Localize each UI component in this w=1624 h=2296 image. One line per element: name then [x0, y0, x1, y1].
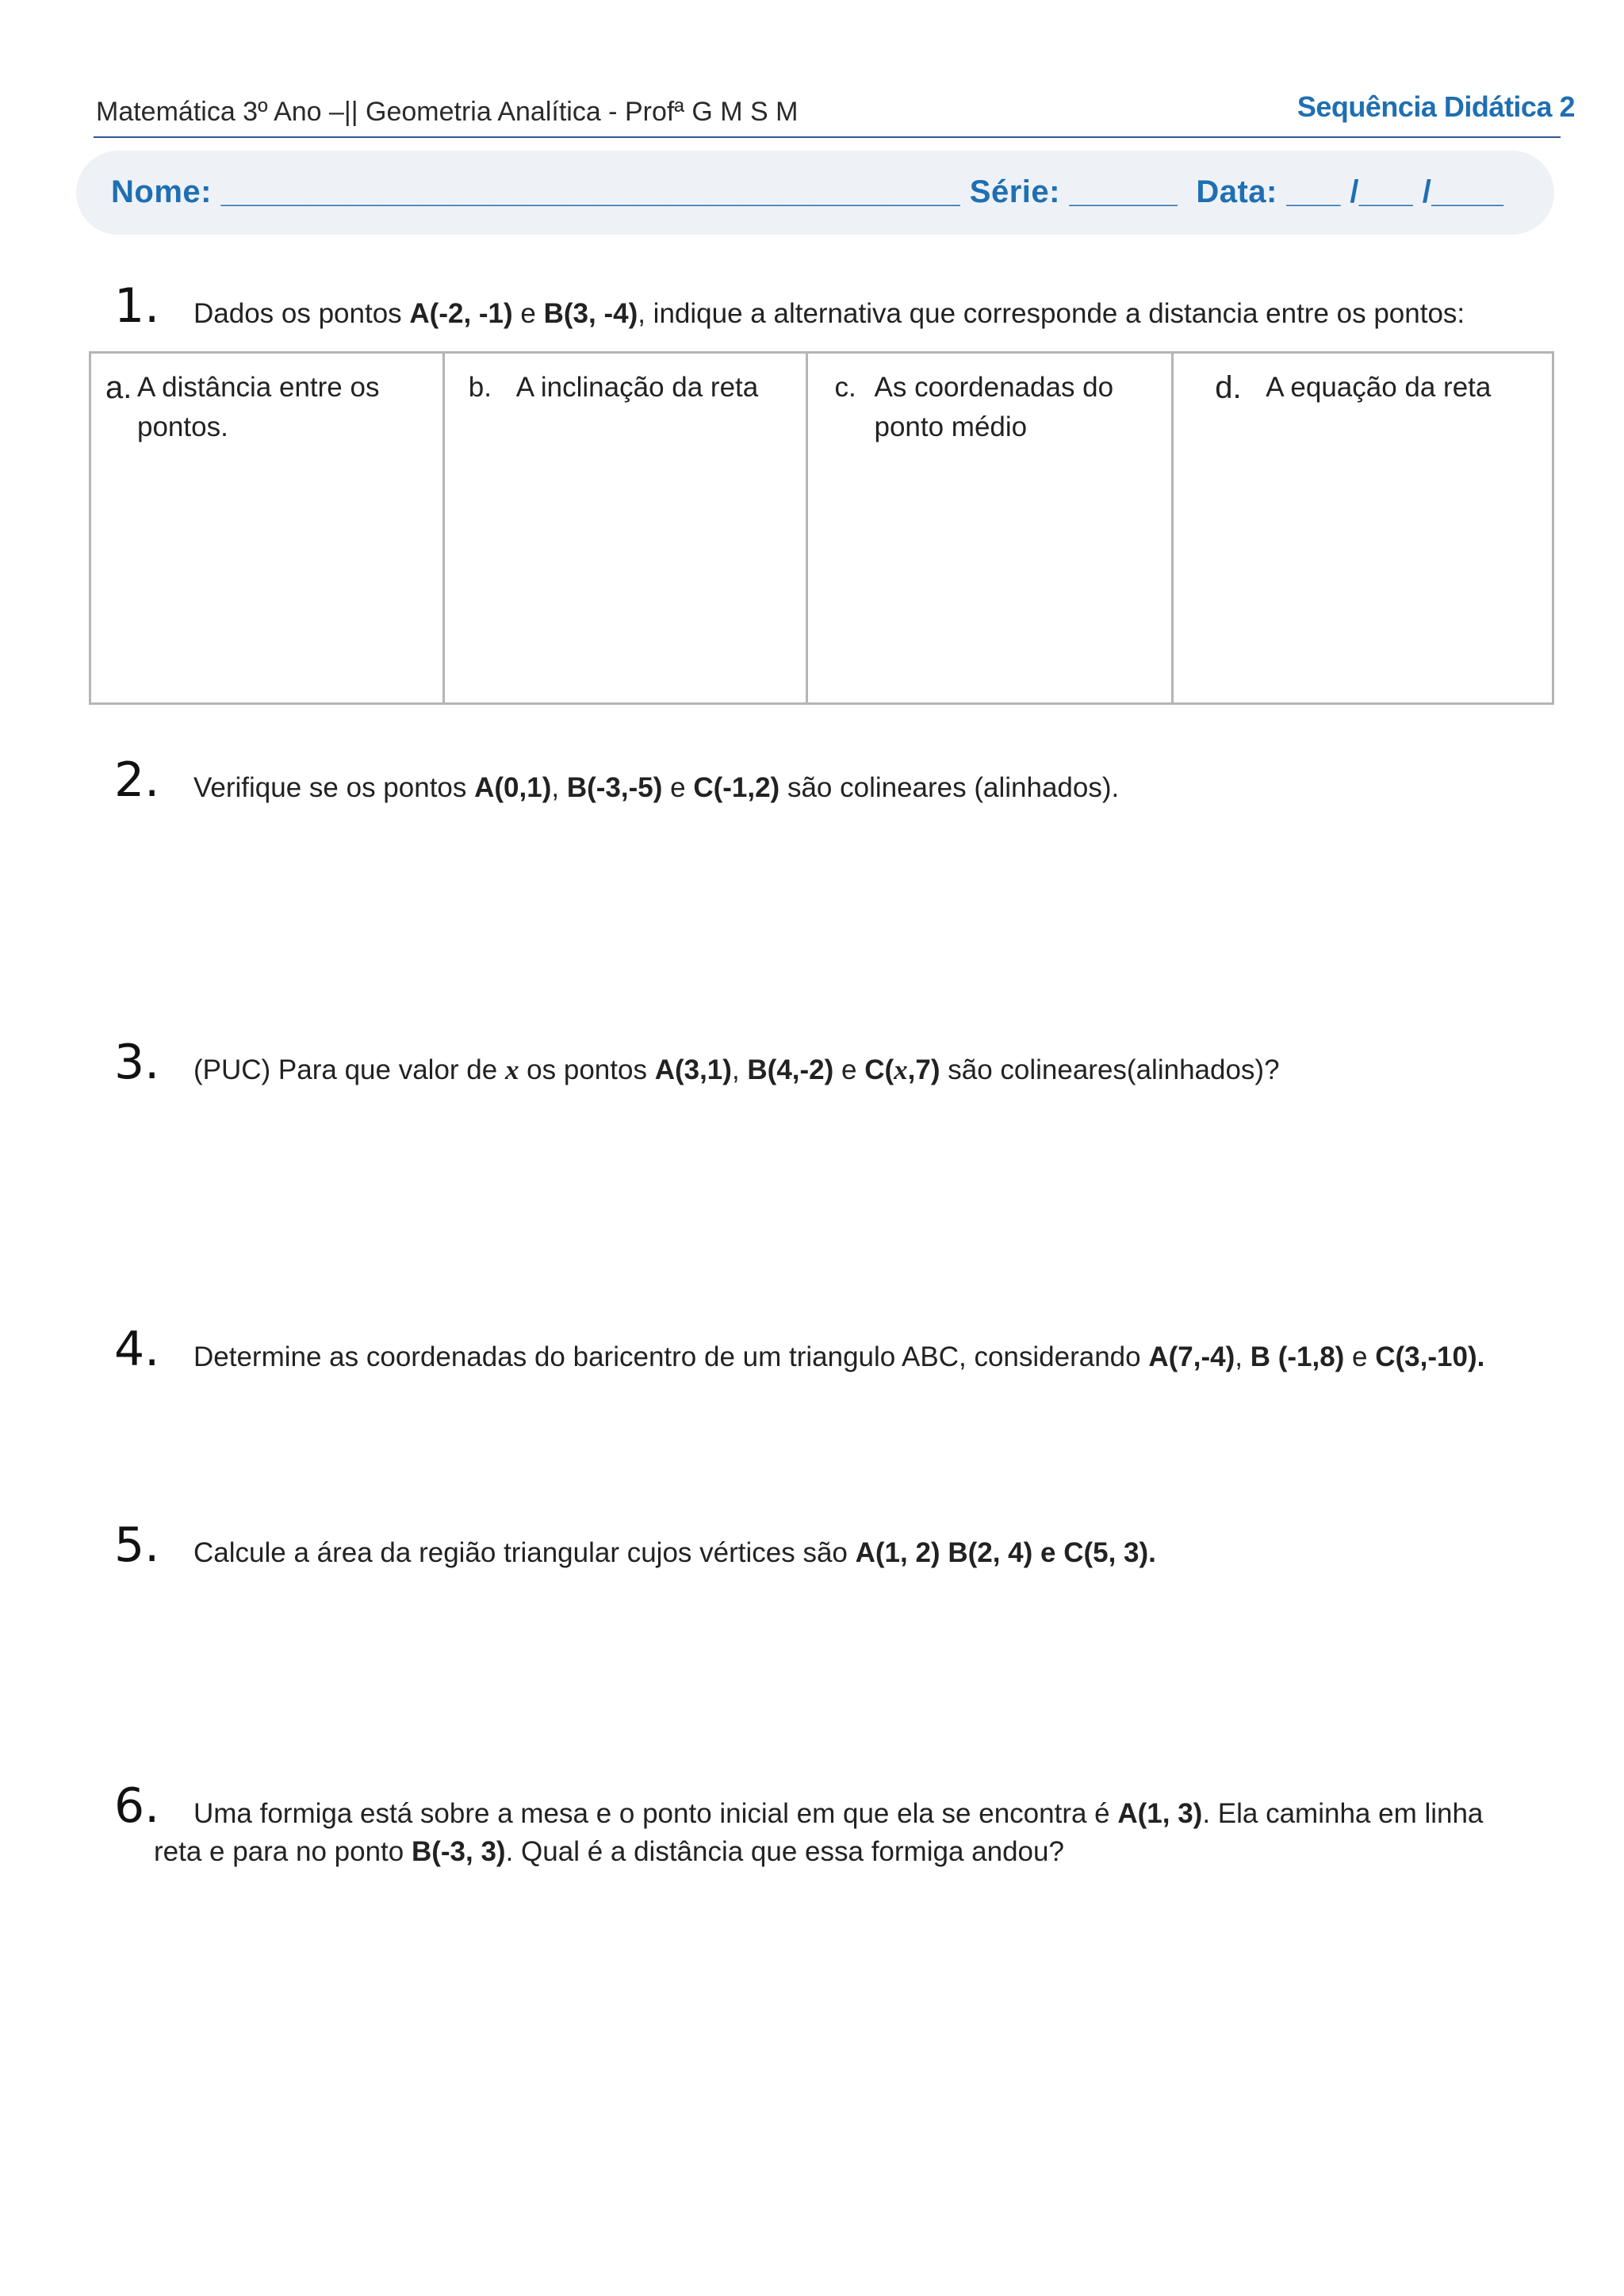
nome-blank[interactable]: _________________________________________ [220, 174, 961, 209]
option-label: a. [105, 370, 132, 405]
question-number: 3. [114, 1035, 160, 1090]
question-text: Calcule a área da região triangular cujos vértices são A(1, 2) B(2, 4) e C(5, 3). [193, 1537, 1156, 1568]
student-info-bar [76, 151, 1554, 235]
option-text: A equação da reta [1266, 372, 1492, 403]
header-course-info: Matemática 3º Ano –|| Geometria Analítica - Profª G M S M [96, 97, 799, 127]
option-text: A inclinação da reta [515, 372, 759, 403]
question-text: Dados os pontos A(-2, -1) e B(3, -4), indique a alternativa que corresponde a distancia entre os pontos: [193, 298, 1465, 329]
option-c[interactable] [808, 354, 1174, 702]
header-divider [94, 136, 1561, 138]
question-number: 6. [114, 1778, 160, 1834]
data-blank[interactable]: ___ /___ /____ [1286, 174, 1504, 209]
question-text: Determine as coordenadas do baricentro de um triangulo ABC, considerando A(7,-4), B (-1,8) e C(3,-10). [193, 1341, 1485, 1372]
question-1 [114, 278, 1465, 334]
answer-options-table [89, 351, 1554, 705]
option-label: c. [834, 372, 856, 403]
nome-label: Nome: [111, 174, 212, 209]
question-number: 1. [114, 278, 160, 334]
data-label: Data: [1196, 174, 1277, 209]
question-4 [114, 1322, 1485, 1377]
option-text: A distância entre os pontos. [137, 372, 380, 442]
question-5 [114, 1517, 1156, 1573]
question-text: Verifique se os pontos A(0,1), B(-3,-5) e C(-1,2) são colineares (alinhados). [193, 772, 1120, 803]
serie-label: Série: [969, 174, 1060, 209]
question-text-line-2: reta e para no ponto B(-3, 3). Qual é a distância que essa formiga andou? [154, 1836, 1064, 1867]
question-text-line-1: Uma formiga está sobre a mesa e o ponto inicial em que ela se encontra é A(1, 3). Ela caminha em linha [193, 1798, 1484, 1829]
question-number: 4. [114, 1322, 160, 1377]
option-d[interactable] [1174, 354, 1552, 702]
question-text: (PUC) Para que valor de x os pontos A(3,1), B(4,-2) e C(x,7) são colineares(alinhados)? [193, 1054, 1280, 1085]
option-b[interactable] [445, 354, 808, 702]
student-info-line [111, 174, 1503, 210]
serie-blank[interactable]: ______ [1069, 174, 1178, 209]
option-label: b. [468, 372, 492, 403]
question-3 [114, 1035, 1280, 1090]
question-number: 5. [114, 1517, 160, 1573]
option-text: As coordenadas do ponto médio [874, 372, 1114, 442]
header-sequence-title: Sequência Didática 2 [1297, 90, 1575, 123]
question-6 [114, 1778, 1484, 1871]
option-label: d. [1215, 370, 1242, 405]
question-number: 2. [114, 752, 160, 808]
question-2 [114, 752, 1120, 808]
option-a[interactable] [91, 354, 445, 702]
